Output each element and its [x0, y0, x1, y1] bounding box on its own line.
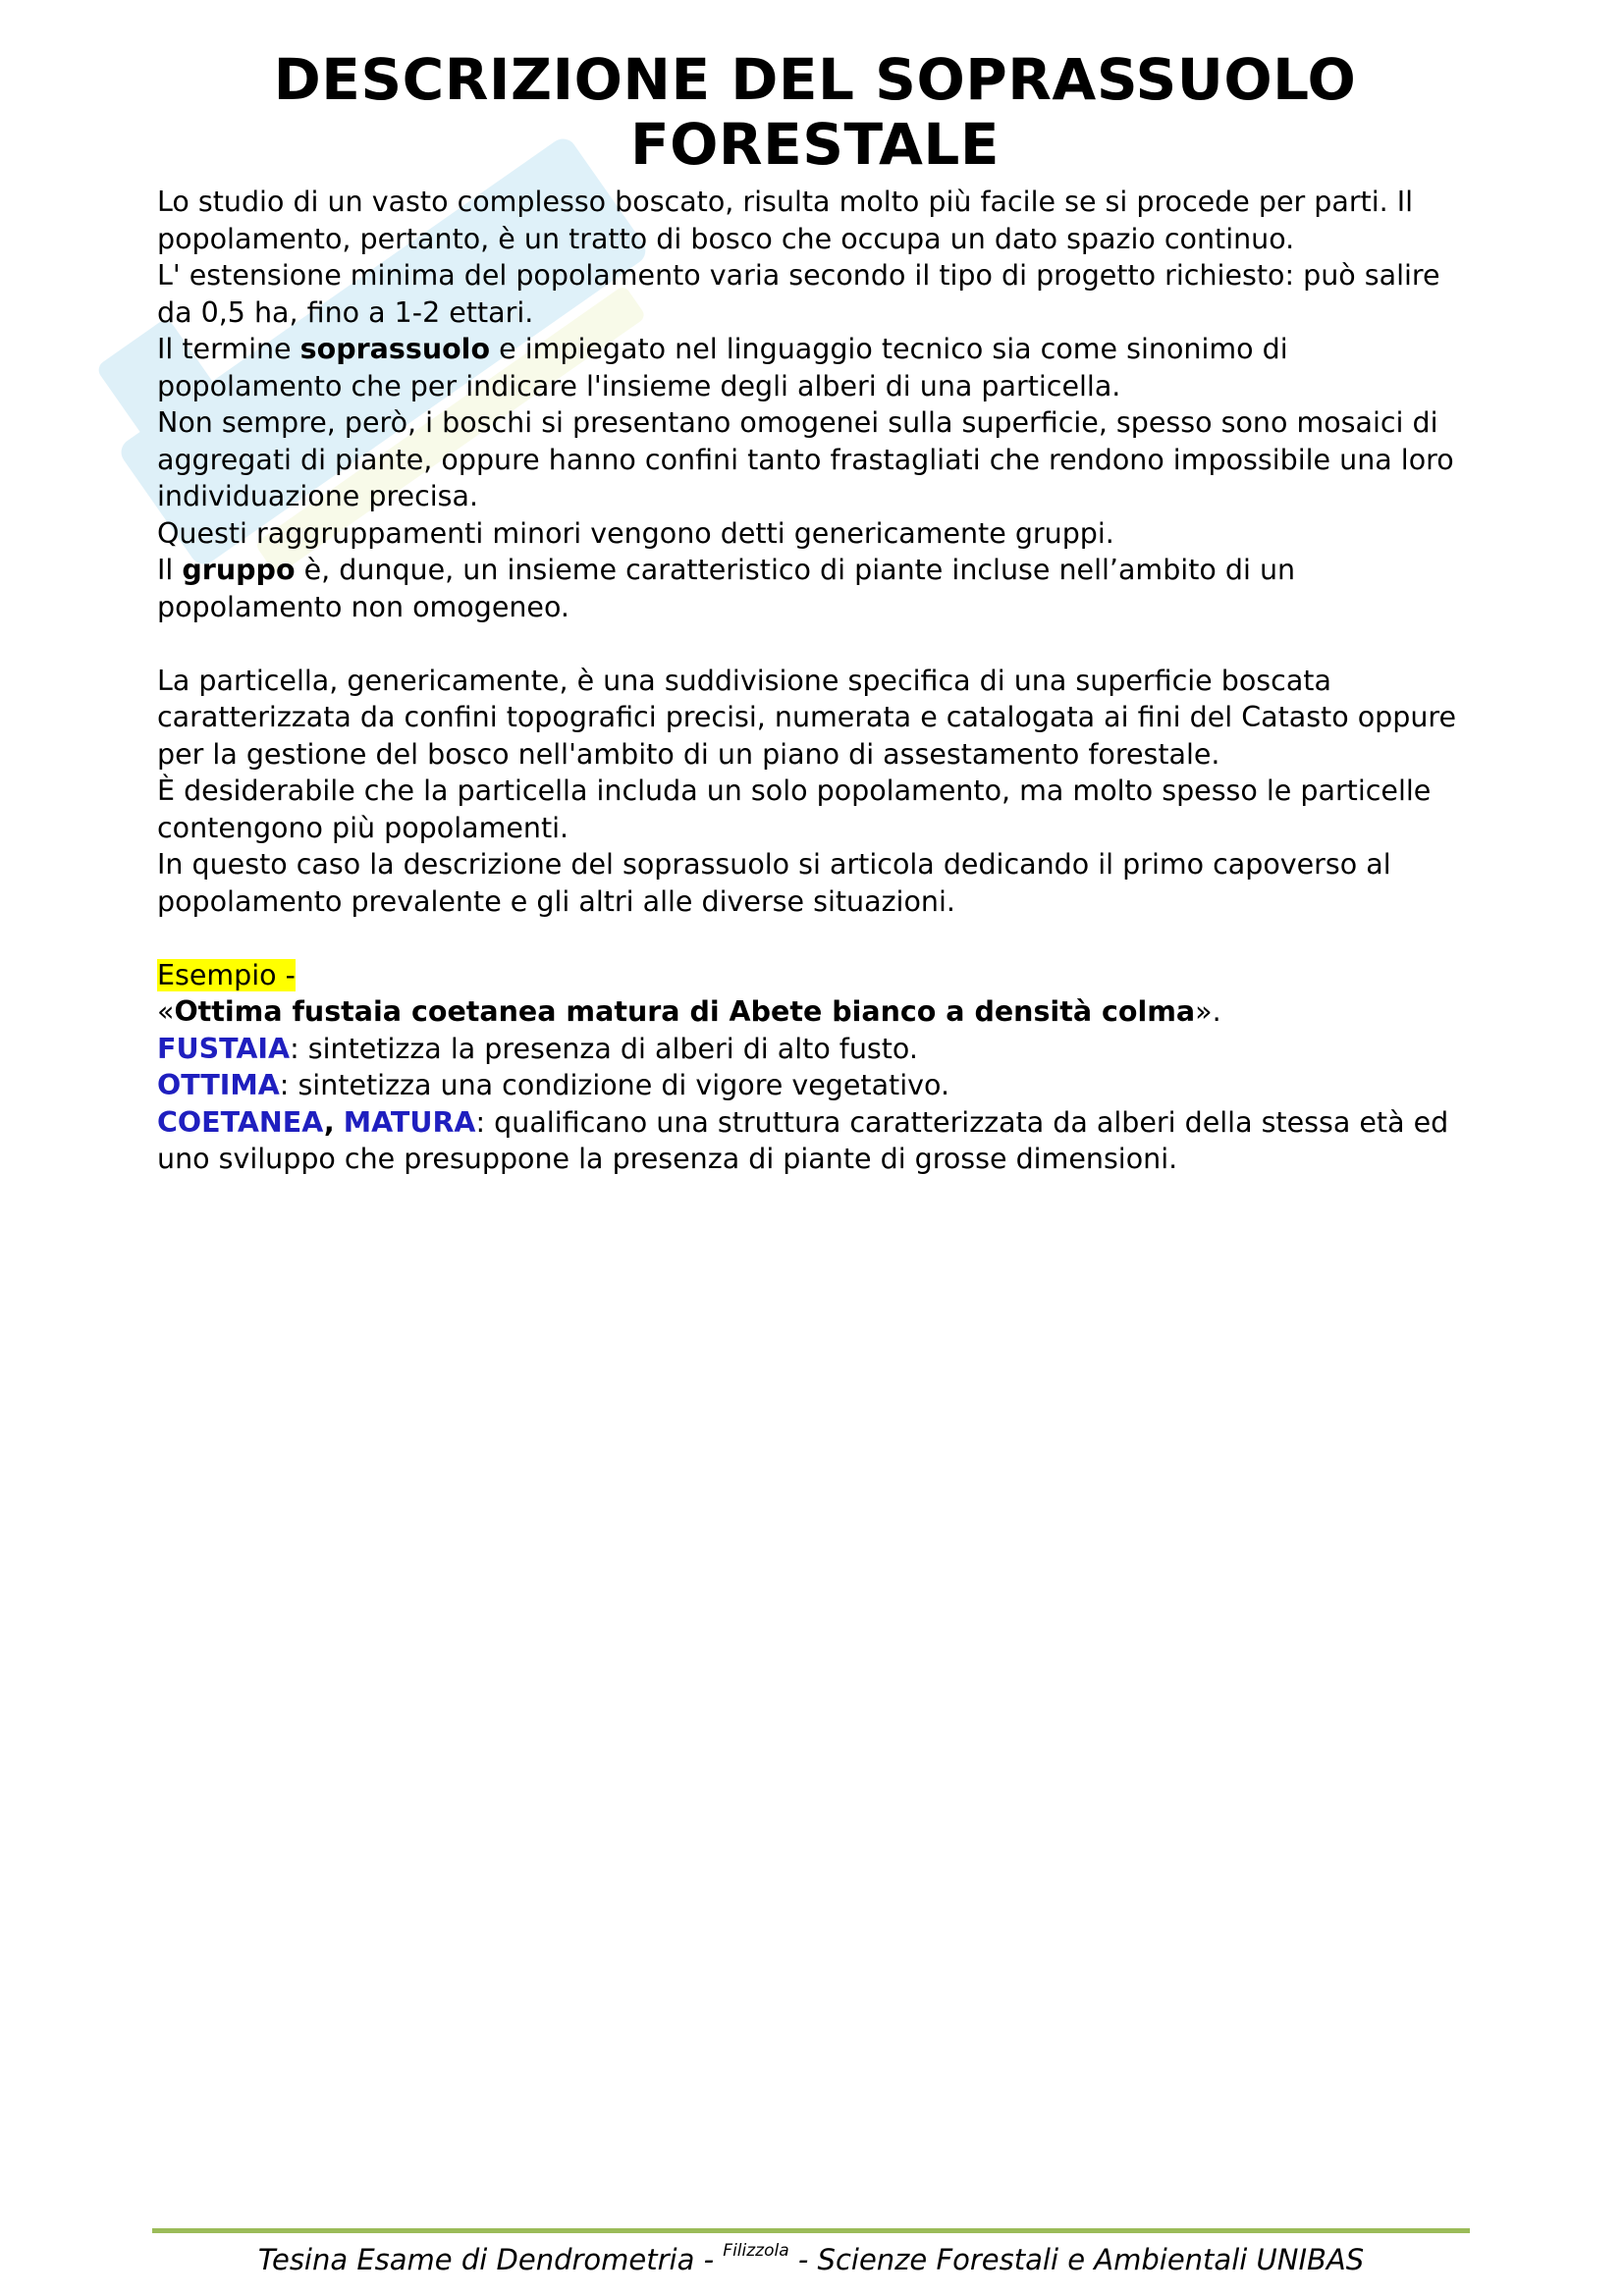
paragraph: È desiderabile che la particella includa un solo popolamento, ma molto spesso le particelle contengono più popolamenti.	[157, 774, 1432, 844]
example-phrase: Ottima fustaia coetanea matura di Abete bianco a densità colma	[174, 995, 1196, 1028]
paragraph: Non sempre, però, i boschi si presentano omogenei sulla superficie, spesso sono mosaici di aggregati di piante, oppure hanno confini tanto frastagliati che rendono impossibile una loro individuazione precisa.	[157, 406, 1454, 512]
definition-coetanea-matura	[157, 1104, 1473, 1178]
footer-right: - Scienze Forestali e Ambientali UNIBAS	[788, 2243, 1365, 2276]
example-label: Esempio -	[157, 958, 296, 991]
close-quote: ».	[1195, 995, 1221, 1028]
definition-text: : qualificano una struttura caratterizzata da alberi della stessa età ed uno sviluppo che presuppone la presenza di piante di grosse dimensioni.	[157, 1105, 1449, 1175]
blank-line	[157, 920, 1473, 957]
paragraph: Questi raggruppamenti minori vengono detti genericamente gruppi.	[157, 516, 1114, 550]
text-run: Il termine	[157, 333, 300, 365]
footer-author: Filizzola	[723, 2241, 789, 2261]
term-matura: MATURA	[343, 1105, 476, 1139]
paragraph: La particella, genericamente, è una suddivisione specifica di una superficie boscata caratterizzata da confini topografici precisi, numerata e catalogata ai fini del Catasto oppure per la gestione del bosco nell'ambito di un piano di assestamento forestale.	[157, 664, 1457, 771]
term-fustaia: FUSTAIA	[157, 1032, 291, 1065]
open-quote: «	[157, 995, 175, 1028]
document-body	[157, 184, 1473, 1178]
bold-term-gruppo: gruppo	[182, 554, 296, 586]
paragraph: Lo studio di un vasto complesso boscato, risulta molto più facile se si procede per parti. Il popolamento, pertanto, è un tratto di bosco che occupa un dato spazio continuo.	[157, 186, 1414, 255]
term-ottima: OTTIMA	[157, 1069, 280, 1101]
footer-left: Tesina Esame di Dendrometria -	[257, 2243, 724, 2276]
paragraph: In questo caso la descrizione del soprassuolo si articola dedicando il primo capoverso al popolamento prevalente e gli altri alle diverse situazioni.	[157, 848, 1391, 918]
term-coetanea: COETANEA	[157, 1105, 324, 1139]
definition-fustaia	[157, 1031, 1473, 1068]
example-label-line	[157, 957, 1473, 994]
bold-term-soprassuolo: soprassuolo	[299, 333, 491, 365]
term-separator: ,	[323, 1105, 335, 1139]
page-footer	[152, 2240, 1470, 2279]
text-run: e impiegato nel linguaggio tecnico sia come sinonimo di popolamento che per indicare l'insieme degli alberi di una particella.	[157, 333, 1288, 402]
definition-text: : sintetizza una condizione di vigore vegetativo.	[279, 1069, 950, 1101]
example-phrase-line	[157, 993, 1473, 1031]
paragraph	[157, 552, 1473, 625]
definition-text: : sintetizza la presenza di alberi di alto fusto.	[290, 1032, 918, 1065]
page-title: DESCRIZIONE DEL SOPRASSUOLO FORESTALE	[273, 46, 1357, 178]
paragraph: L' estensione minima del popolamento varia secondo il tipo di progetto richiesto: può salire da 0,5 ha, fino a 1-2 ettari.	[157, 259, 1440, 329]
definition-ottima	[157, 1067, 1473, 1104]
footer-rule	[152, 2228, 1470, 2233]
blank-line	[157, 625, 1473, 663]
text-run: Il	[157, 554, 183, 586]
paragraph	[157, 331, 1473, 404]
text-run: è, dunque, un insieme caratteristico di piante incluse nell’ambito di un popolamento non omogeneo.	[157, 554, 1296, 623]
